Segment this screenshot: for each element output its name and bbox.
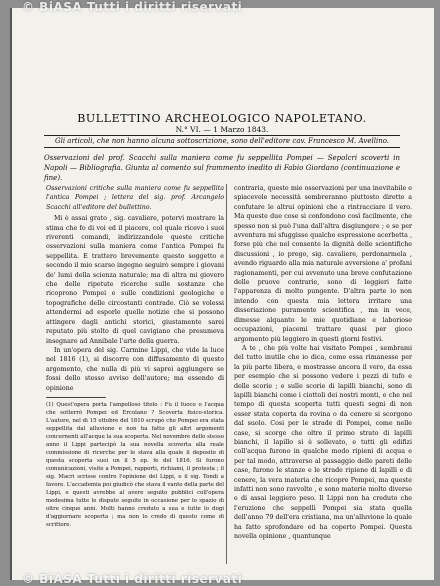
watermark-bottom: © BiASA Tutti i diritti riservati (22, 572, 243, 586)
left-column (46, 184, 224, 534)
column-divider (226, 184, 227, 564)
header-rule-bottom (44, 147, 400, 148)
watermark-top: © BiASA Tutti i diritti riservati (22, 0, 243, 14)
footnote: (1) Quest'opera porta l'ampolloso titolo : Fu il fuoco o l'acqua che sotterrò Pompei ed Ercolano ? Scoverta fisico-storica. L'autore, nel di 15 ottobre del 1810 scrupò che Pompei era stata seppellita dal alluvione e non ha fatto gli altri argomenti concernenti all'acque la sua scoperta. Nel novembre dello stesso anno il Lippi partecipò la sua novella scoverta alla reale commissione di ricerche per le stava alla quale il deposito di questa scoperta suoi un il 5 ep. fe del 1816. Si furono comunicazioni, visite a Pompei, rapporti, richiami, il protesta ; il sig. Macri scrisse contro l'opinione del Lippi, e il sig. Tondi a favore. L'accademia poi giudicò che stava il vanto della parte del Lippi, e questi avrebbe al avere seguito pubblici coll'opera medesima tutte le dispute seguite in occasione per lo spazio di oltre cinque anni. Molti hanno creduto a sua e tutte lo dogi d'aggiornare scoperta ; ma non lo credo di questo come di scrittore. (46, 401, 224, 528)
page-edge-shadow (10, 8, 12, 580)
issue-line: N.° VI. — 1 Marzo 1843. (175, 125, 269, 134)
left-paragraph-1: Mi è assai grato , sig. cavaliere, potervi mostrare la stima che fo di voi ed il piacere, col quale ricevo i suoi riverenti comandi, indirizzandole queste critiche osservazioni sulla maniera come l'antica Pompei fu seppellita. E trattero brevemente questo soggetto e secondo il mio scarso ingegno seguirò sempre i giovani de' lumi della scienza naturale; ma di altra mi giovero che delle ripetute ricerche sulle sostanze che ricoprono Pompei e sulle condizioni geologiche e topografiche delle circostanti contrade. Ciò se volessi attendermi ad esporle quelle notizie che si possono attingere dagli antichi storici, giustamente sarei reputato più stolto di quel cavigiano che presumeva insegnare ad Annibale l'arte della guerra. (46, 215, 224, 345)
header-rule-top (44, 135, 400, 136)
article-title: Osservazioni critiche sulla maniera come fu seppellita l'antica Pompei ; lettera del sig. prof. Arcangelo Scacchi all'editore del bullettino. (46, 185, 224, 211)
footnote-rule (46, 397, 106, 398)
right-column (234, 184, 412, 541)
journal-title: BULLETTINO ARCHEOLOGICO NAPOLETANO. (77, 112, 367, 125)
issue-summary: Osservazioni del prof. Scacchi sulla maniera come fu seppellita Pompei — Sepolcri scoverti in Napoli — Bibliografia. Giunta al comento sul frammento inedito di Fabio Giordano (continuazione e fine). (44, 154, 400, 182)
right-paragraph-1: contraria, queste mie osservazioni per una inevitabile e spiacevole necessità sembreranno piuttosto dirette a confutare le altrui opinioni che a rintracciare il vero. Ma queste due cose si confondono così facilmente, che spesso non si può l'una dall'altra disgiungere ; e se per avventura mi sfuggisse qualche espressione acerbetta , forse più che nel consente la dignità delle scientifiche discussioni , io prego, sig. cavaliere, perdonarmela , avendo riguardo alla mia naturale avversione a' profani ragionamenti, per cui avvenuto una breve confutazione delle pruove contrarie, sono di leggieri fatte l'apparenza di molto pungente. D'altra parte io non intendo con questa mia lettera irritare una disseriazione puramente scientifica , ma in vece, dimesse alquanto le mie quotidiane e laboriose occupazioni, piacemi trattare quasi per gioco argomento più leggiero in questi giorni festivi. (234, 185, 412, 343)
editor-note: Gli articoli, che non hanno alcuna sottoscrizione, sono dell'editore cav. Francesco M. Avellino. (54, 137, 390, 145)
right-paragraph-2: A te , che più volte hai visitato Pompei , sembrami del tutto inutile che io dica, come essa rimanesse per la più parte libera, e mostrasse ancora il vero, da essa per esempio che si possono vedere i pezzi di tufo e delle scorie ; e sulle scorie di lapilli bianchi, sono di lapilli bianchi come i ciottoli dei nostri monti, e che nel tempo di questa scoperta tutti questi segni di non esser stata coperta da rovina o da cenere si scorgono dal suolo. Cosi per le strade di Pompei, come nelle case, si scorge che oltre il primo strato di lapilli bianchi, il lapillo si è sollevato, e tutti gli edifizi coll'acqua furono in qualche modo ripieni di acqua e per tal modo, attraverso al passaggio delle pareti delle case, furono le stanze e le strade ripiene di lapilli e di cenere, la vera materia che ricopre Pompei, ma queste infatti non sono ravvolte , e sono materie molto diverse e di assai leggiero peso. Il Lippi non ha creduto che l'eruzione che seppellì Pompei sia stata quella dell'anno 79 dell'era cristiana, ma un'alluvione la quale ha fatto sprofondare ed ha coperto Pompei. Questa novella opinione , quantunque (234, 344, 412, 541)
left-paragraph-2: In un'opera del sig. Carmine Lippi, che vide la luce nel 1816 (1), si discorre con diffusamento di questo argomento, che nulla di più vi saprei aggiungere se fossi dello stesso avviso dell'autore; ma essendo di opinione (46, 346, 224, 392)
scanned-page (10, 8, 434, 580)
